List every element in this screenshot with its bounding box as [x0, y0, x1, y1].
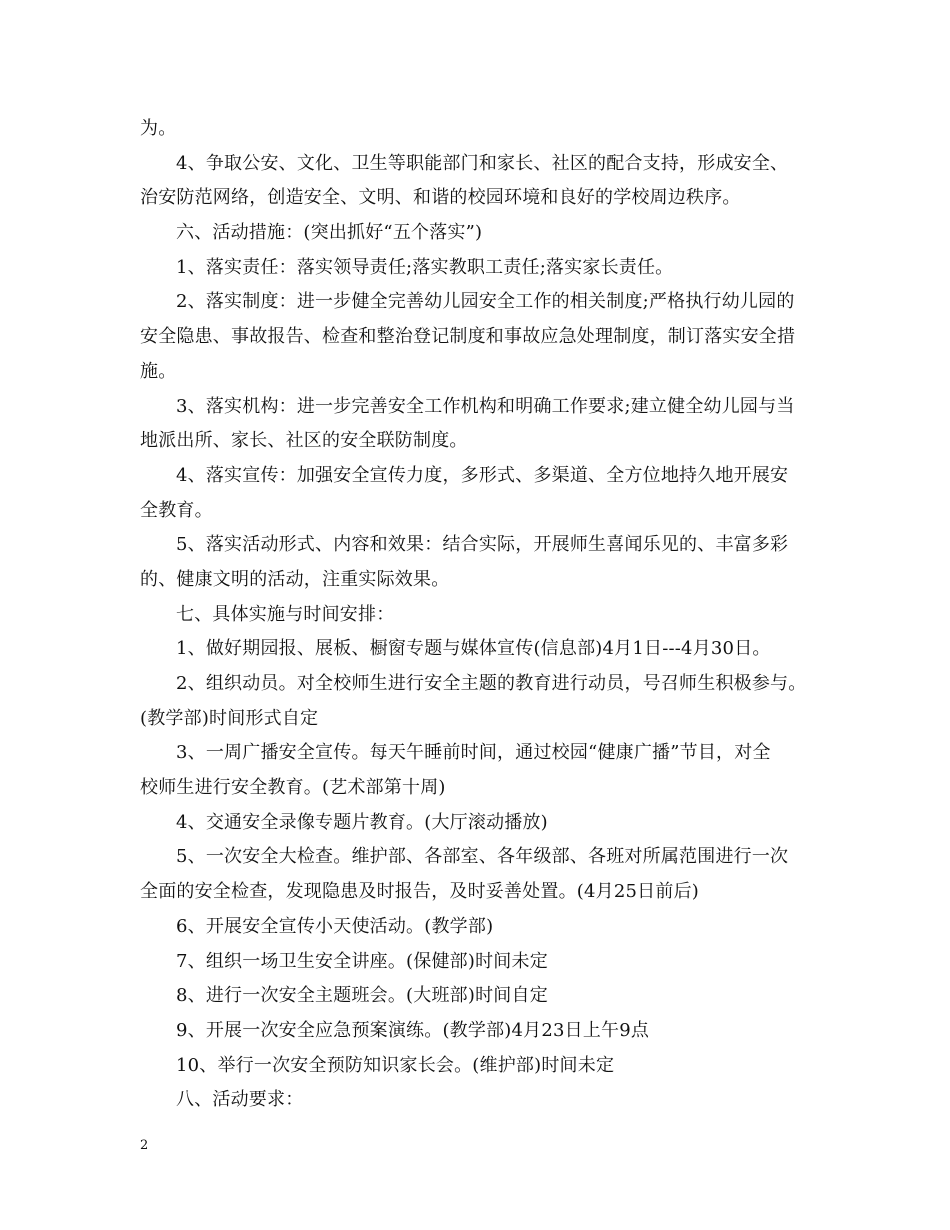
section-heading: 六、活动措施：(突出抓好“五个落实”) [176, 222, 483, 244]
text-line: 8、进行一次安全主题班会。(大班部)时间自定 [176, 985, 548, 1007]
text-line: 校师生进行安全教育。(艺术部第十周) [140, 777, 446, 799]
text-line: 5、一次安全大检查。维护部、各部室、各年级部、各班对所属范围进行一次 [176, 846, 789, 868]
text-line: 2、组织动员。对全校师生进行安全主题的教育进行动员，号召师生积极参与。 [176, 673, 807, 694]
text-line: 10、举行一次安全预防知识家长会。(维护部)时间未定 [176, 1054, 615, 1076]
text-line: 施。 [140, 360, 177, 382]
text-line: (教学部)时间形式自定 [140, 707, 319, 729]
page-number: 2 [140, 1138, 149, 1153]
text-line: 为。 [140, 118, 177, 139]
text-line: 1、落实责任：落实领导责任;落实教职工责任;落实家长责任。 [176, 256, 674, 278]
section-heading: 七、具体实施与时间安排： [176, 603, 395, 625]
text-line: 9、开展一次安全应急预案演练。(教学部)4月23日上午9点 [176, 1019, 650, 1041]
text-line: 1、做好期园报、展板、橱窗专题与媒体宣传(信息部)4月1日---4月30日。 [176, 638, 771, 660]
text-line: 地派出所、家长、社区的安全联防制度。 [140, 430, 468, 452]
text-line: 4、交通安全录像专题片教育。(大厅滚动播放) [176, 811, 548, 833]
text-line: 全面的安全检查，发现隐患及时报告，及时妥善处置。(4月25日前后) [140, 881, 699, 903]
text-line: 6、开展安全宣传小天使活动。(教学部) [176, 915, 494, 937]
text-line: 安全隐患、事故报告、检查和整治登记制度和事故应急处理制度，制订落实安全措 [140, 326, 796, 348]
text-line: 4、争取公安、文化、卫生等职能部门和家长、社区的配合支持，形成安全、 [176, 152, 789, 174]
document-body [140, 112, 820, 1118]
text-line: 3、落实机构：进一步完善安全工作机构和明确工作要求;建立健全幼儿园与当 [176, 395, 795, 417]
text-line: 5、落实活动形式、内容和效果：结合实际，开展师生喜闻乐见的、丰富多彩 [176, 534, 789, 556]
text-line: 的、健康文明的活动，注重实际效果。 [140, 568, 450, 590]
text-line: 全教育。 [140, 499, 213, 521]
section-heading: 八、活动要求： [176, 1089, 304, 1111]
text-line: 7、组织一场卫生安全讲座。(保健部)时间未定 [176, 950, 548, 972]
text-line: 4、落实宣传：加强安全宣传力度，多形式、多渠道、全方位地持久地开展安 [176, 464, 789, 486]
text-line: 3、一周广播安全宣传。每天午睡前时间，通过校园“健康广播”节目，对全 [176, 742, 771, 764]
text-line: 治安防范网络，创造安全、文明、和谐的校园环境和良好的学校周边秩序。 [140, 187, 741, 209]
text-line: 2、落实制度：进一步健全完善幼儿园安全工作的相关制度;严格执行幼儿园的 [176, 291, 795, 313]
